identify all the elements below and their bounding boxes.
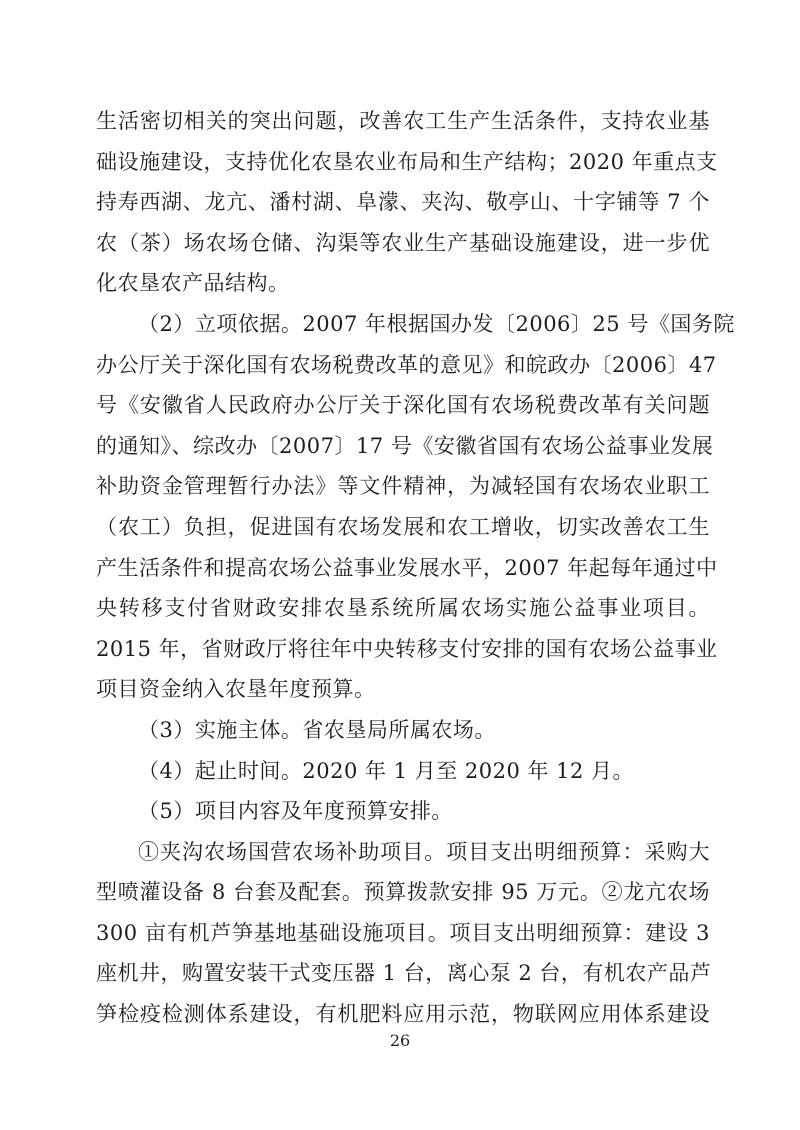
text-line: （3）实施主体。省农垦局所属农场。	[138, 717, 496, 742]
text-line: 300 亩有机芦笋基地基础设施项目。项目支出明细预算：建设 3	[96, 920, 710, 945]
text-line: 项目资金纳入农垦年度预算。	[96, 677, 376, 702]
text-line: ①夹沟农场国营农场补助项目。项目支出明细预算：采购大	[138, 839, 710, 864]
text-line: 化农垦农产品结构。	[96, 271, 290, 296]
text-line: 持寿西湖、龙亢、潘村湖、阜濛、夹沟、敬亭山、十字铺等 7 个	[96, 190, 710, 215]
text-line: 补助资金管理暂行办法》等文件精神，为减轻国有农场农业职工	[96, 474, 710, 499]
text-line: 型喷灌设备 8 台套及配套。预算拨款安排 95 万元。②龙亢农场	[96, 880, 710, 905]
text-line: 座机井，购置安装干式变压器 1 台，离心泵 2 台，有机农产品芦	[96, 961, 712, 986]
page-number: 26	[389, 1031, 411, 1050]
text-line: 号《安徽省人民政府办公厅关于深化国有农场税费改革有关问题	[96, 393, 710, 418]
text-line: （农工）负担，促进国有农场发展和农工增收，切实改善农工生	[96, 514, 710, 539]
document-body-text	[96, 101, 735, 1035]
text-line: 产生活条件和提高农场公益事业发展水平，2007 年起每年通过中	[96, 555, 718, 580]
text-line: 生活密切相关的突出问题，改善农工生产生活条件，支持农业基	[96, 109, 710, 133]
text-line: 农（茶）场农场仓储、沟渠等农业生产基础设施建设，进一步优	[96, 230, 710, 255]
text-line: 央转移支付省财政安排农垦系统所属农场实施公益事业项目。	[96, 596, 710, 621]
text-line: 的通知》、综改办〔2007〕17 号《安徽省国有农场公益事业发展	[96, 433, 714, 458]
text-line: 办公厅关于深化国有农场税费改革的意见》和皖政办〔2006〕47	[96, 352, 717, 377]
text-line: 础设施建设，支持优化农垦农业布局和生产结构；2020 年重点支	[96, 149, 718, 174]
text-line: （5）项目内容及年度预算安排。	[138, 799, 453, 824]
text-line: （2）立项依据。2007 年根据国办发〔2006〕25 号《国务院	[138, 311, 735, 336]
text-line: 2015 年，省财政厅将往年中央转移支付安排的国有农场公益事业	[96, 636, 718, 661]
text-line: 笋检疫检测体系建设，有机肥料应用示范，物联网应用体系建设	[96, 1002, 710, 1027]
text-line: （4）起止时间。2020 年 1 月至 2020 年 12 月。	[138, 758, 635, 783]
